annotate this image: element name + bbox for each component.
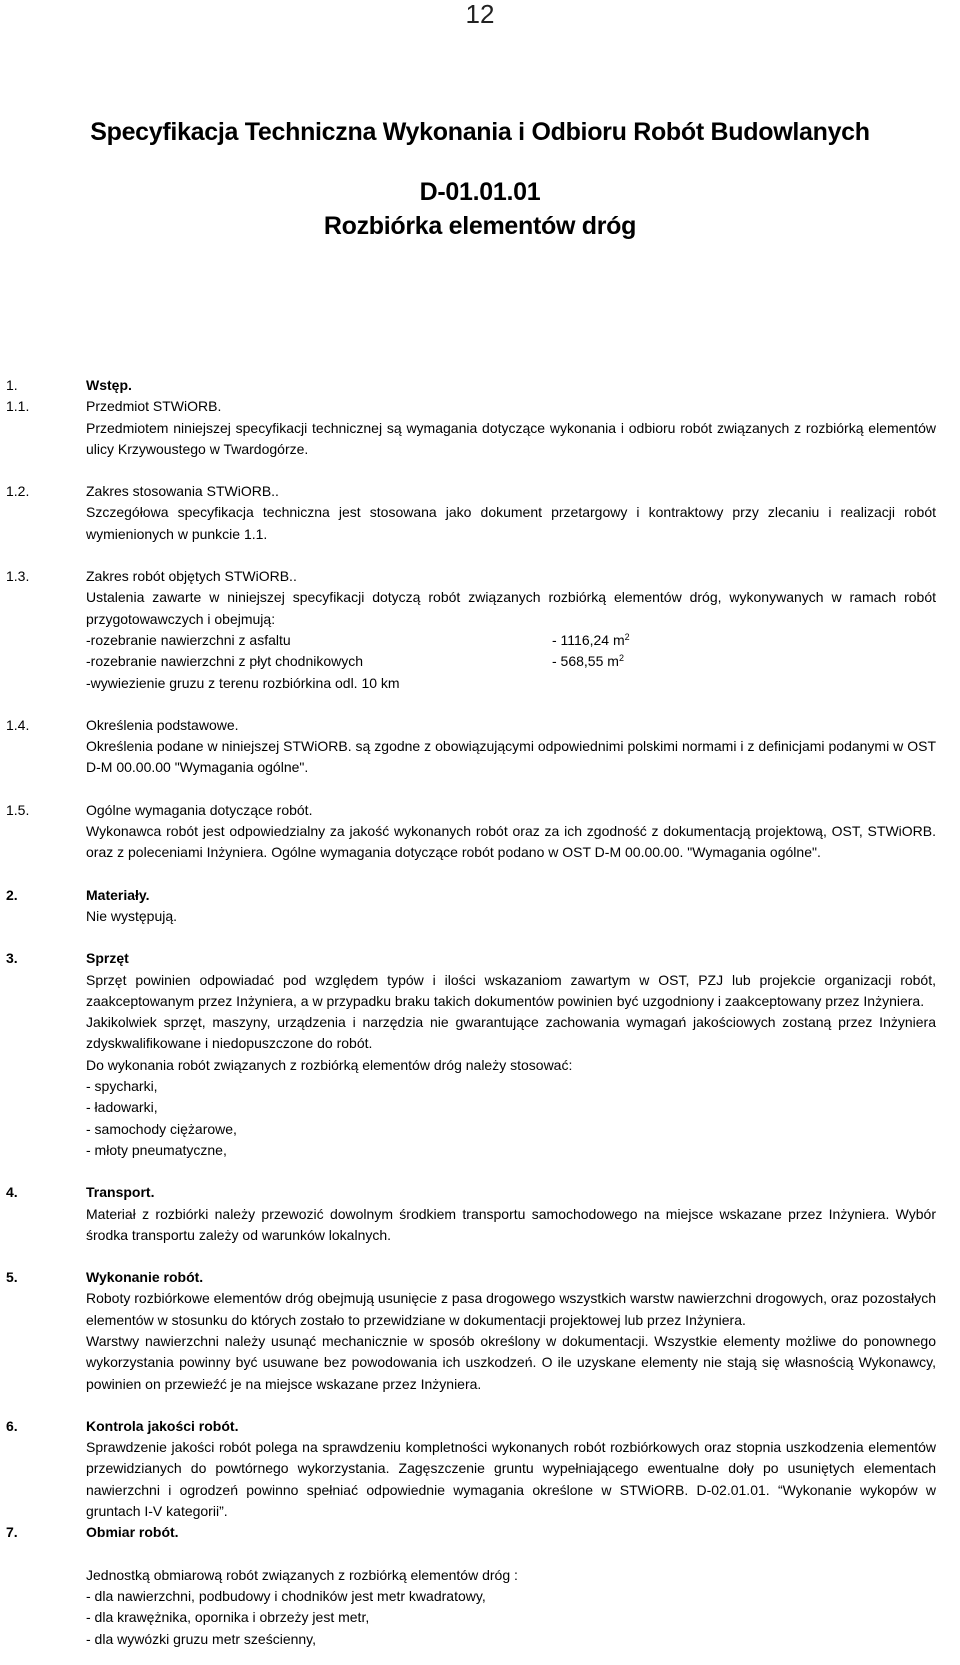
list-item: - dla nawierzchni, podbudowy i chodników jest metr kwadratowy, [86, 1587, 486, 1604]
section-text: Sprzęt powinien odpowiadać pod względem typów i ilości wskazaniom zawartym w OST, PZJ lub projekcie organizacji robót, zaakceptowanym przez Inżyniera, a w przypadku braku takich dokumentów powinien być uzgodniony i zaakceptowany przez Inżyniera. [86, 971, 936, 1009]
section-number: 1. [6, 377, 18, 393]
section-2 [6, 885, 936, 928]
section-text: Przedmiotem niniejszej specyfikacji technicznej są wymagania dotyczące wykonania i odbioru robót związanych z rozbiórką elementów ulicy Krzywoustego w Twardogórze. [86, 419, 936, 457]
section-text: Warstwy nawierzchni należy usunąć mechanicznie w sposób określony w dokumentacji. Wszystkie elementy możliwe do ponownego wykorzystania powinny być usuwane bez powodowania ich uszkodzeń. O ile uzyskane elementy nie stają się własnością Wykonawcy, powinien on przewieźć je na miejsce wskazane przez Inżyniera. [86, 1332, 936, 1392]
section-number: 2. [6, 886, 18, 903]
section-text: Ustalenia zawarte w niniejszej specyfikacji dotyczą robót związanych rozbiórką elementów dróg, wykonywanych w ramach robót przygotowawczych i obejmują: [86, 589, 936, 627]
list-item: - młoty pneumatyczne, [86, 1141, 227, 1158]
section-heading: Ogólne wymagania dotyczące robót. [86, 801, 313, 818]
document-body [6, 375, 936, 1650]
section-text: Nie występują. [86, 907, 178, 924]
section-number: 5. [6, 1269, 18, 1286]
list-item: - samochody ciężarowe, [86, 1120, 237, 1137]
scope-item-label: -rozebranie nawierzchni z płyt chodnikowych [86, 653, 364, 670]
scope-item-quantity: - 568,55 m [552, 653, 619, 670]
scope-item-quantity: - 1116,24 m [552, 631, 625, 648]
section-heading: Zakres stosowania STWiORB.. [86, 483, 279, 500]
section-text: Jakikolwiek sprzęt, maszyny, urządzenia i narzędzia nie gwarantujące zachowania wymagań jakościowych zostaną przez Inżyniera zdyskwalifikowane i niedopuszczone do robót. [86, 1014, 936, 1052]
section-1-4 [6, 715, 936, 779]
section-1-3 [6, 566, 936, 694]
scope-item [86, 630, 936, 651]
scope-item-label: -rozebranie nawierzchni z asfaltu [86, 631, 291, 648]
section-text: Jednostką obmiarową robót związanych z rozbiórką elementów dróg : [86, 1566, 518, 1583]
section-heading: Zakres robót objętych STWiORB.. [86, 568, 297, 585]
document-subtitle: Rozbiórka elementów dróg [323, 212, 637, 240]
document-code: D-01.01.01 [419, 178, 541, 206]
section-number: 1.4. [6, 716, 30, 733]
section-1 [6, 375, 936, 396]
section-6 [6, 1416, 936, 1522]
list-item: - dla krawężnika, opornika i obrzeży jest metr, [86, 1609, 370, 1626]
section-heading: Określenia podstawowe. [86, 716, 239, 733]
unit-exponent: 2 [618, 653, 624, 664]
section-7 [6, 1522, 936, 1543]
section-number: 6. [6, 1417, 18, 1434]
scope-item [86, 651, 936, 672]
section-text: Do wykonania robót związanych z rozbiórką elementów dróg należy stosować: [86, 1056, 573, 1073]
list-item: - dla wywózki gruzu metr sześcienny, [86, 1630, 317, 1647]
section-5 [6, 1267, 936, 1395]
section-3 [6, 948, 936, 1161]
list-item: - ładowarki, [86, 1099, 158, 1116]
section-1-5 [6, 800, 936, 864]
section-text: Szczegółowa specyfikacja techniczna jest stosowana jako dokument przetargowy i kontraktowy przy zlecaniu i realizacji robót wymienionych w punkcie 1.1. [86, 504, 936, 542]
section-text: Wykonawca robót jest odpowiedzialny za jakość wykonanych robót oraz za ich zgodność z dokumentacją projektową, OST, STWiORB. oraz z poleceniami Inżyniera. Ogólne wymagania dotyczące robót podano w OST D-M 00.00.00. "Wymagania ogólne". [86, 823, 936, 861]
section-1-1 [6, 396, 936, 460]
section-1-2 [6, 481, 936, 545]
section-number: 3. [6, 950, 18, 967]
document-title: Specyfikacja Techniczna Wykonania i Odbioru Robót Budowlanych [90, 118, 870, 146]
section-text: Roboty rozbiórkowe elementów dróg obejmują usunięcie z pasa drogowego wszystkich warstw nawierzchni drogowych, oraz pozostałych elementów w stosunku do których zostało to przewidziane w dokumentacji projektowej lub przez Inżyniera. [86, 1290, 936, 1328]
section-heading: Sprzęt [86, 950, 129, 967]
section-4 [6, 1182, 936, 1246]
section-heading: Transport. [86, 1184, 155, 1201]
scope-item-label: -wywiezienie gruzu z terenu rozbiórkina odl. 10 km [86, 674, 400, 691]
section-number: 1.1. [6, 398, 30, 415]
unit-exponent: 2 [624, 631, 630, 642]
section-number: 4. [6, 1184, 18, 1201]
section-number: 1.3. [6, 568, 30, 585]
section-heading: Wstęp. [86, 377, 132, 393]
section-heading: Kontrola jakości robót. [86, 1417, 239, 1434]
section-heading: Przedmiot STWiORB. [86, 398, 222, 415]
section-number: 1.2. [6, 483, 30, 500]
section-number: 1.5. [6, 801, 30, 818]
section-number: 7. [6, 1524, 18, 1541]
section-text: Sprawdzenie jakości robót polega na sprawdzeniu kompletności wykonanych robót rozbiórkowych oraz stopnia uszkodzenia elementów przewidzianych do powtórnego wykorzystania. Zagęszczenie gruntu wypełniającego ewentualne doły po usuniętych elementach nawierzchni i ogrodzeń powinno spełniać odpowiednie wymagania określone w STWiORB. D-02.01.01. “Wykonanie wykopów w gruntach I-V kategorii”. [86, 1439, 936, 1520]
section-text: Określenia podane w niniejszej STWiORB. są zgodne z obowiązującymi odpowiednimi polskimi normami i z definicjami podanymi w OST D-M 00.00.00 "Wymagania ogólne". [86, 738, 936, 776]
section-text: Materiał z rozbiórki należy przewozić dowolnym środkiem transportu samochodowego na miejsce wskazane przez Inżyniera. Wybór środka transportu zależy od warunków lokalnych. [86, 1205, 936, 1243]
page-number: 12 [465, 0, 495, 29]
section-heading: Materiały. [86, 886, 150, 903]
section-7-body [6, 1565, 936, 1650]
section-heading: Wykonanie robót. [86, 1269, 204, 1286]
list-item: - spycharki, [86, 1078, 158, 1095]
section-heading: Obmiar robót. [86, 1524, 179, 1541]
